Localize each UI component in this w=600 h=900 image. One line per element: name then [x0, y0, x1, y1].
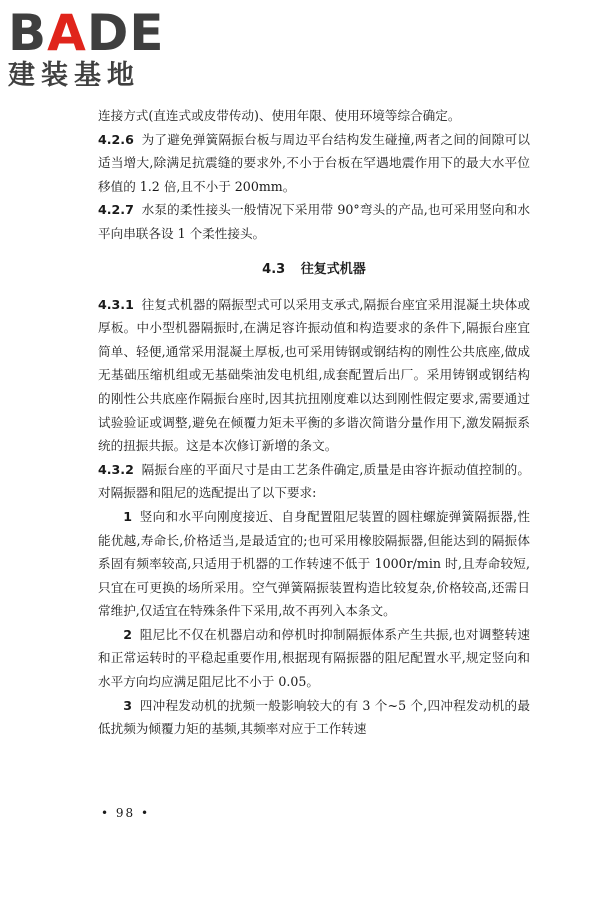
item-text: 竖向和水平向刚度接近、自身配置阻尼装置的圆柱螺旋弹簧隔振器,性能优越,寿命长,价格适当,是最适宜的;也可采用橡胶隔振器,但能达到的隔振体系固有频率较高,只适用于机器的工作转速不低于 1000r/min 时,且寿命较短,只宜在可更换的场所采用。空气弹簧隔振装置构造比较复杂,价格较高,还需日常维护,仅适宜在特殊条件下采用,故不再列入本条文。 [98, 508, 530, 619]
intro-text: 连接方式(直连式或皮带传动)、使用年限、使用环境等综合确定。 [98, 108, 461, 123]
clause-number: 4.3.2 [98, 461, 134, 477]
item-1 [98, 505, 530, 623]
clause-number: 4.2.7 [98, 202, 134, 218]
intro-paragraph [98, 104, 530, 128]
clause-4-2-7 [98, 198, 530, 245]
page-body [98, 104, 530, 741]
brand-logo [8, 4, 178, 96]
clause-text: 为了避免弹簧隔振台板与周边平台结构发生碰撞,两者之间的间隙可以适当增大,除满足抗震缝的要求外,不小于台板在罕遇地震作用下的最大水平位移值的 1.2 倍,且不小于 200mm。 [98, 131, 530, 194]
clause-4-3-2 [98, 458, 530, 505]
clause-text: 往复式机器的隔振型式可以采用支承式,隔振台座宜采用混凝土块体或厚板。中小型机器隔振时,在满足容许振动值和构造要求的条件下,隔振台座宜简单、轻便,通常采用混凝土厚板,也可采用铸钢或钢结构的刚性公共底座,做成无基础压缩机组或无基础柴油发电机组,成套配置后出厂。采用铸钢或钢结构的刚性公共底座作隔振台座时,因其抗扭刚度难以达到刚性假定要求,需要通过试验验证或调整,避免在倾覆力矩未平衡的多谐次简谐分量作用下,激发隔振系统的扭振共振。这是本次修订新增的条文。 [98, 296, 530, 454]
logo-letter-accent: A [47, 4, 87, 62]
clause-4-3-1 [98, 293, 530, 458]
item-2 [98, 623, 530, 694]
logo-letters-suffix: DE [86, 4, 165, 62]
item-text: 四冲程发动机的扰频一般影响较大的有 3 个~5 个,四冲程发动机的最低扰频为倾覆力矩的基频,其频率对应于工作转速 [98, 697, 530, 737]
clause-number: 4.2.6 [98, 131, 134, 147]
item-number: 2 [123, 626, 132, 642]
logo-subtitle: 建装基地 [8, 60, 140, 91]
logo-letters-prefix: B [8, 4, 48, 62]
clause-number: 4.3.1 [98, 296, 134, 312]
page-number: • 98 • [101, 806, 151, 820]
logo-wordmark [8, 4, 178, 62]
item-3 [98, 694, 530, 741]
clause-text: 水泵的柔性接头一般情况下采用带 90°弯头的产品,也可采用竖向和水平向串联各设 1 个柔性接头。 [98, 202, 530, 241]
item-text: 阻尼比不仅在机器启动和停机时抑制隔振体系产生共振,也对调整转速和正常运转时的平稳起重要作用,根据现有隔振器的阻尼配置水平,规定竖向和水平方向均应满足阻尼比不小于 0.05。 [98, 626, 530, 690]
section-heading [98, 258, 530, 282]
clause-text: 隔振台座的平面尺寸是由工艺条件确定,质量是由容许振动值控制的。对隔振器和阻尼的选配提出了以下要求: [98, 461, 530, 501]
item-number: 3 [123, 697, 132, 713]
clause-4-2-6 [98, 128, 530, 199]
item-number: 1 [123, 508, 132, 524]
section-number: 4.3 [262, 261, 286, 277]
section-title-text: 往复式机器 [300, 261, 366, 277]
